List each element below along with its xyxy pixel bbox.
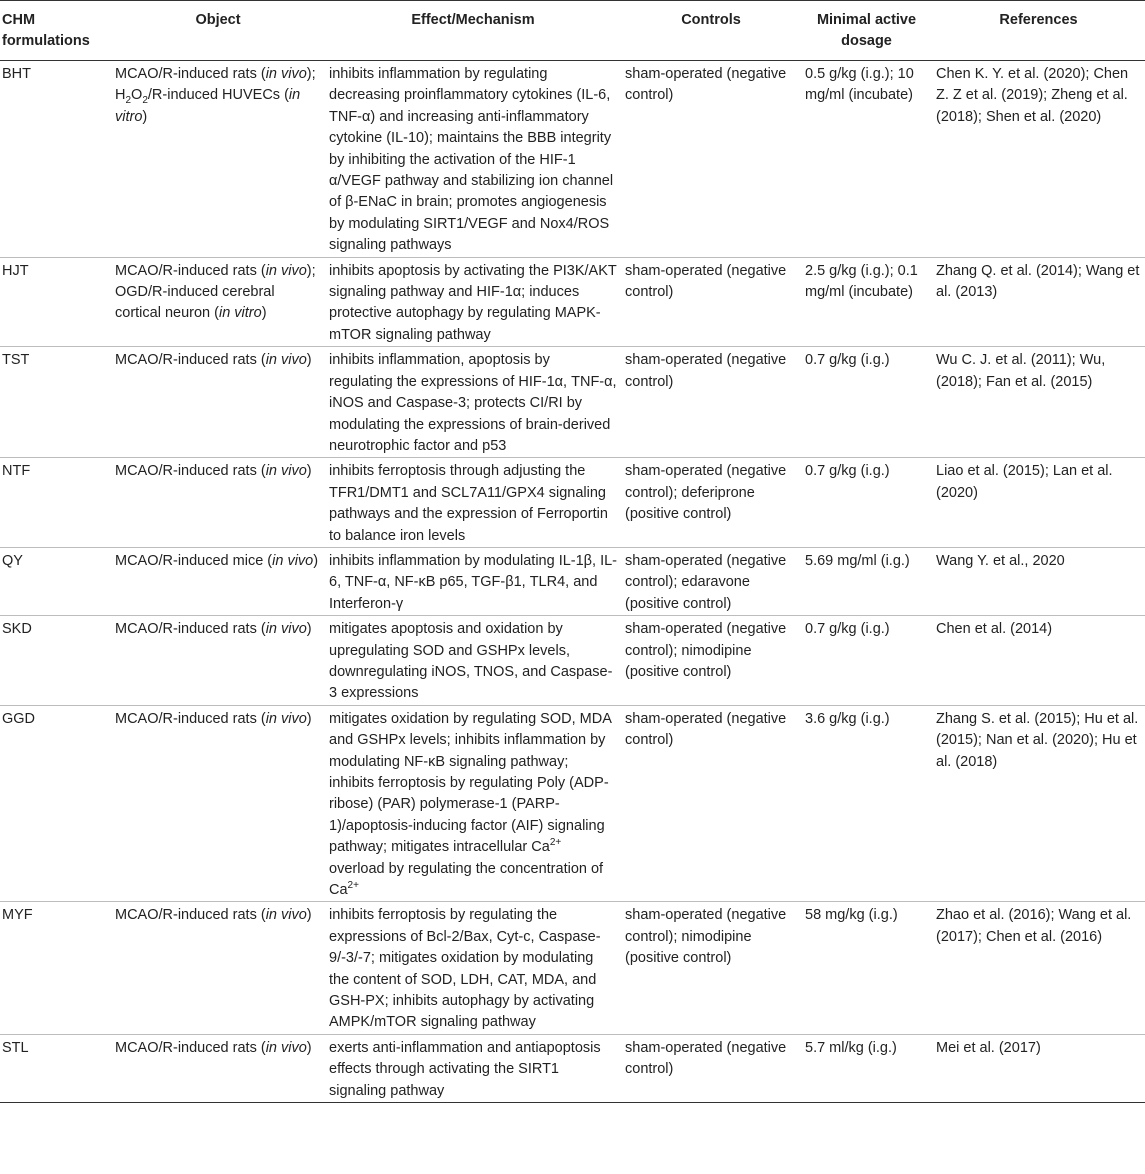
header-controls: Controls — [621, 1, 801, 61]
cell-object — [111, 1034, 325, 1102]
cell-object — [111, 547, 325, 615]
cell-references: Wang Y. et al., 2020 — [932, 547, 1145, 615]
cell-dosage: 0.5 g/kg (i.g.); 10 mg/ml (incubate) — [801, 61, 932, 258]
cell-formulation: BHT — [0, 61, 111, 258]
object-text: ) — [306, 710, 312, 727]
object-text: MCAO/R-induced rats ( — [115, 352, 266, 369]
cell-effect: inhibits apoptosis by activating the PI3K/AKT signaling pathway and HIF-1α; induces protective autophagy by regulating MAPK-mTOR signaling pathway — [325, 257, 621, 347]
cell-effect: inhibits ferroptosis by regulating the expressions of Bcl-2/Bax, Cyt-c, Caspase-9/-3/-7; mitigates oxidation by modulating the content of SOD, LDH, CAT, MDA, and GSH-PX; inhibits autophagy by activating AMPK/mTOR signaling pathway — [325, 902, 621, 1034]
cell-object — [111, 257, 325, 347]
cell-effect: inhibits ferroptosis through adjusting the TFR1/DMT1 and SCL7A11/GPX4 signaling pathways and the expression of Ferroportin to balance iron levels — [325, 458, 621, 548]
object-italic: in vitro — [218, 305, 262, 322]
table-row — [0, 616, 1145, 706]
cell-dosage: 5.69 mg/ml (i.g.) — [801, 547, 932, 615]
table-row — [0, 547, 1145, 615]
header-formulation: CHM formulations — [0, 1, 111, 61]
object-text: MCAO/R-induced rats ( — [115, 262, 266, 279]
effect-text: overload by regulating the concentration of Ca — [329, 860, 604, 899]
object-italic: in vivo — [265, 262, 307, 279]
cell-object — [111, 616, 325, 706]
cell-dosage: 0.7 g/kg (i.g.) — [801, 616, 932, 706]
cell-references: Zhao et al. (2016); Wang et al. (2017); Chen et al. (2016) — [932, 902, 1145, 1034]
object-italic: in vivo — [272, 552, 314, 569]
object-text: MCAO/R-induced mice ( — [115, 552, 273, 569]
object-text: ) — [313, 552, 319, 569]
cell-effect: inhibits inflammation by modulating IL-1β, IL-6, TNF-α, NF-κB p65, TGF-β1, TLR4, and Interferon-γ — [325, 547, 621, 615]
object-text: MCAO/R-induced rats ( — [115, 66, 266, 82]
object-text: O — [131, 87, 143, 104]
table-row — [0, 257, 1145, 347]
object-text: MCAO/R-induced rats ( — [115, 710, 266, 727]
cell-references: Mei et al. (2017) — [932, 1034, 1145, 1102]
cell-formulation: STL — [0, 1034, 111, 1102]
object-italic: in vivo — [265, 907, 307, 924]
cell-formulation: QY — [0, 547, 111, 615]
object-subscript: 2 — [142, 95, 148, 107]
object-text: ) — [306, 463, 312, 480]
cell-dosage: 3.6 g/kg (i.g.) — [801, 705, 932, 902]
table-row — [0, 61, 1145, 258]
cell-controls: sham-operated (negative control); nimodipine (positive control) — [621, 902, 801, 1034]
cell-controls: sham-operated (negative control) — [621, 61, 801, 258]
object-italic: in vitro — [115, 87, 301, 125]
object-text: ) — [306, 352, 312, 369]
cell-dosage: 5.7 ml/kg (i.g.) — [801, 1034, 932, 1102]
cell-controls: sham-operated (negative control); edaravone (positive control) — [621, 547, 801, 615]
object-italic: in vivo — [265, 352, 307, 369]
cell-controls: sham-operated (negative control) — [621, 347, 801, 458]
cell-object — [111, 902, 325, 1034]
cell-effect — [325, 705, 621, 902]
object-text: MCAO/R-induced rats ( — [115, 463, 266, 480]
object-italic: in vivo — [265, 710, 307, 727]
cell-formulation: GGD — [0, 705, 111, 902]
effect-text: mitigates oxidation by regulating SOD, MDA and GSHPx levels; inhibits inflammation by modulating NF-κB signaling pathway; inhibits ferroptosis by regulating Poly (ADP-ribose) (PAR) polymerase-1 (PARP-1)/apoptosis-inducing factor (AIF) signaling pathway; mitigates intracellular Ca — [329, 710, 612, 856]
cell-formulation: NTF — [0, 458, 111, 548]
cell-controls: sham-operated (negative control); nimodipine (positive control) — [621, 616, 801, 706]
object-text: ); OGD/R-induced cerebral cortical neuron ( — [115, 262, 316, 322]
cell-references: Zhang Q. et al. (2014); Wang et al. (2013) — [932, 257, 1145, 347]
cell-dosage: 58 mg/kg (i.g.) — [801, 902, 932, 1034]
table-row — [0, 458, 1145, 548]
table-row — [0, 705, 1145, 902]
header-row — [0, 1, 1145, 61]
cell-references: Wu C. J. et al. (2011); Wu, (2018); Fan et al. (2015) — [932, 347, 1145, 458]
cell-object — [111, 61, 325, 258]
cell-dosage: 2.5 g/kg (i.g.); 0.1 mg/ml (incubate) — [801, 257, 932, 347]
object-text: ) — [142, 108, 148, 125]
object-italic: in vivo — [265, 66, 307, 82]
object-text: ); H — [115, 66, 316, 104]
cell-effect: inhibits inflammation by regulating decreasing proinflammatory cytokines (IL-6, TNF-α) and increasing anti-inflammatory cytokine (IL-10); maintains the BBB integrity by inhibiting the activation of the HIF-1 α/VEGF pathway and stabilizing ion channel of β-ENaC in brain; promotes angiogenesis by modulating SIRT1/VEGF and Nox4/ROS signaling pathways — [325, 61, 621, 258]
object-text: ) — [306, 621, 312, 638]
cell-formulation: SKD — [0, 616, 111, 706]
cell-formulation: MYF — [0, 902, 111, 1034]
table-row — [0, 347, 1145, 458]
cell-controls: sham-operated (negative control) — [621, 1034, 801, 1102]
object-text: MCAO/R-induced rats ( — [115, 907, 266, 924]
object-text: ) — [306, 1039, 312, 1056]
object-subscript: 2 — [125, 95, 132, 107]
cell-dosage: 0.7 g/kg (i.g.) — [801, 458, 932, 548]
cell-formulation: HJT — [0, 257, 111, 347]
header-dosage: Minimal active dosage — [801, 1, 932, 61]
header-references: References — [932, 1, 1145, 61]
cell-formulation: TST — [0, 347, 111, 458]
cell-effect: exerts anti-inflammation and antiapoptosis effects through activating the SIRT1 signaling pathway — [325, 1034, 621, 1102]
cell-dosage: 0.7 g/kg (i.g.) — [801, 347, 932, 458]
cell-object — [111, 705, 325, 902]
table-row — [0, 1034, 1145, 1102]
effect-superscript: 2+ — [347, 880, 359, 892]
cell-effect: mitigates apoptosis and oxidation by upregulating SOD and GSHPx levels, downregulating iNOS, TNOS, and Caspase-3 expressions — [325, 616, 621, 706]
cell-object — [111, 347, 325, 458]
cell-effect: inhibits inflammation, apoptosis by regulating the expressions of HIF-1α, TNF-α, iNOS and Caspase-3; protects CI/RI by modulating the expressions of brain-derived neurotrophic factor and p53 — [325, 347, 621, 458]
cell-controls: sham-operated (negative control) — [621, 257, 801, 347]
table-row — [0, 902, 1145, 1034]
cell-object — [111, 458, 325, 548]
header-effect: Effect/Mechanism — [325, 1, 621, 61]
cell-references: Liao et al. (2015); Lan et al. (2020) — [932, 458, 1145, 548]
object-text: MCAO/R-induced rats ( — [115, 1039, 266, 1056]
object-text: ) — [261, 305, 267, 322]
object-italic: in vivo — [265, 463, 307, 480]
object-text: MCAO/R-induced rats ( — [115, 621, 266, 638]
object-text: ) — [306, 907, 312, 924]
object-text: /R-induced HUVECs ( — [147, 87, 289, 104]
object-italic: in vivo — [265, 621, 307, 638]
object-italic: in vivo — [265, 1039, 307, 1056]
cell-references: Chen K. Y. et al. (2020); Chen Z. Z et al. (2019); Zheng et al. (2018); Shen et al. (2020) — [932, 61, 1145, 258]
cell-controls: sham-operated (negative control); deferiprone (positive control) — [621, 458, 801, 548]
cell-controls: sham-operated (negative control) — [621, 705, 801, 902]
cell-references: Chen et al. (2014) — [932, 616, 1145, 706]
effect-superscript: 2+ — [549, 837, 562, 849]
cell-references: Zhang S. et al. (2015); Hu et al. (2015); Nan et al. (2020); Hu et al. (2018) — [932, 705, 1145, 902]
header-object: Object — [111, 1, 325, 61]
